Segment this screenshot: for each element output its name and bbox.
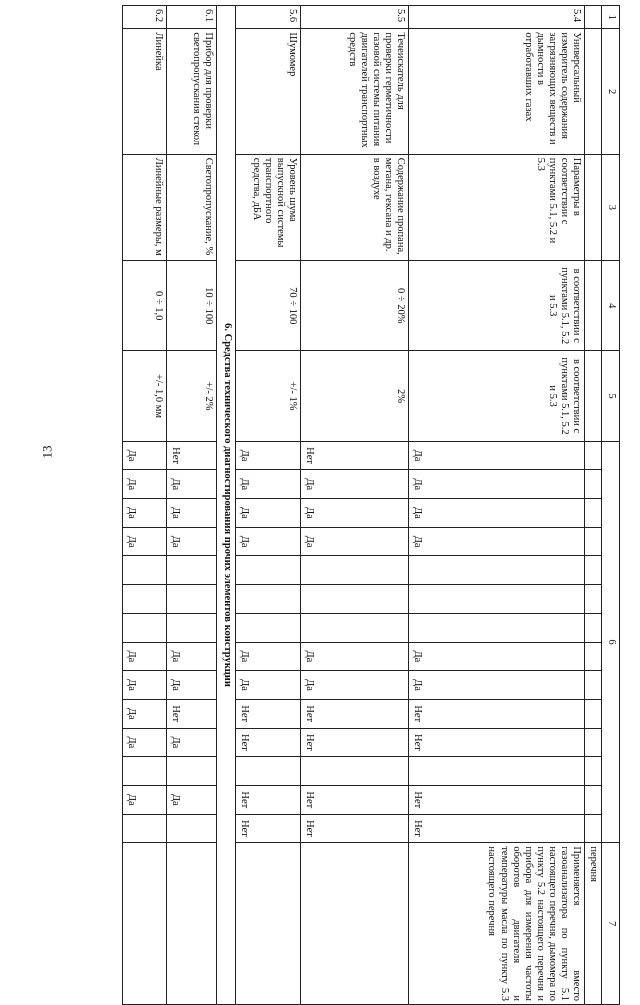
measurement-error: в соответствии с пунктами 5.1, 5.2 и 5.3	[408, 351, 584, 441]
vehicle-category-flag: Нет	[235, 785, 300, 814]
vehicle-category-flag	[408, 556, 584, 585]
table-row	[300, 6, 408, 1005]
vehicle-category-flag: Да	[408, 527, 584, 556]
row-number: 6.1	[166, 6, 216, 29]
measured-parameter: Параметры в соответствии с пунктами 5.1, 5.2 и 5.3	[408, 154, 584, 260]
instrument-name: Прибор для проверки светопропускания стекол	[166, 29, 216, 154]
subheader-row	[584, 6, 601, 1005]
vehicle-category-flag	[300, 556, 408, 585]
vehicle-category-flag: Да	[300, 527, 408, 556]
vehicle-category-flag	[166, 814, 216, 843]
vehicle-category-flag: Нет	[300, 814, 408, 843]
header-cell: 4	[602, 261, 620, 351]
vehicle-category-flag: Да	[300, 499, 408, 528]
measurement-range: 0 ÷ 1,0	[122, 261, 166, 351]
table-row	[122, 6, 166, 1005]
vehicle-category-flag: Нет	[166, 699, 216, 728]
remark	[122, 843, 166, 1005]
vehicle-category-flag: Да	[122, 699, 166, 728]
vehicle-category-flag: Да	[122, 470, 166, 499]
header-cell: 1	[602, 6, 620, 29]
measured-parameter: Светопропускание, %	[166, 154, 216, 260]
header-cell: 2	[602, 29, 620, 154]
vehicle-category-flag: Да	[408, 642, 584, 671]
row-number: 6.2	[122, 6, 166, 29]
measurement-error: +/- 2%	[166, 351, 216, 441]
measured-parameter: Линейные размеры, м	[122, 154, 166, 260]
vehicle-category-flag: Да	[122, 642, 166, 671]
measured-parameter: Уровень шума выпускной системы транспортного средства, дБА	[235, 154, 300, 260]
header-cell: 6	[602, 441, 620, 843]
vehicle-category-flag	[122, 556, 166, 585]
remark	[300, 843, 408, 1005]
vehicle-category-flag	[166, 613, 216, 642]
header-row	[602, 6, 620, 1005]
measured-parameter: Содержание пропана, метана, гексана и др. в воздухе	[300, 154, 408, 260]
vehicle-category-flag: Да	[235, 527, 300, 556]
vehicle-category-flag: Да	[122, 785, 166, 814]
vehicle-category-flag	[122, 613, 166, 642]
vehicle-category-flag	[235, 757, 300, 786]
vehicle-category-flag	[300, 613, 408, 642]
remark	[235, 843, 300, 1005]
row-number: 5.6	[235, 6, 300, 29]
vehicle-category-flag	[300, 757, 408, 786]
vehicle-category-flag	[408, 757, 584, 786]
vehicle-category-flag: Нет	[408, 814, 584, 843]
vehicle-category-flag: Да	[166, 470, 216, 499]
vehicle-category-flag: Да	[122, 728, 166, 757]
page-number: 13	[39, 445, 55, 459]
vehicle-category-flag: Да	[235, 671, 300, 700]
row-number: 5.4	[408, 6, 584, 29]
table-row	[408, 6, 584, 1005]
instrument-name: Универсальный измеритель содержания загрязняющих веществ и дымности в отработавших газах	[408, 29, 584, 154]
rotated-page-content	[47, 5, 620, 1005]
measurement-error: 2%	[300, 351, 408, 441]
vehicle-category-flag: Да	[166, 785, 216, 814]
vehicle-category-flag: Да	[122, 441, 166, 470]
instrument-name: Линейка	[122, 29, 166, 154]
header-cell: 7	[602, 843, 620, 1005]
vehicle-category-flag	[408, 613, 584, 642]
row-number: 5.5	[300, 6, 408, 29]
measurement-range: 0 ÷ 20%	[300, 261, 408, 351]
remark	[166, 843, 216, 1005]
vehicle-category-flag: Да	[300, 671, 408, 700]
vehicle-category-flag	[300, 585, 408, 614]
vehicle-category-flag	[166, 757, 216, 786]
header-cell: 3	[602, 154, 620, 260]
vehicle-category-flag: Нет	[235, 699, 300, 728]
vehicle-category-flag: Да	[235, 441, 300, 470]
vehicle-category-flag: Нет	[235, 814, 300, 843]
vehicle-category-flag	[408, 585, 584, 614]
equipment-table	[122, 5, 620, 1005]
vehicle-category-flag: Да	[166, 499, 216, 528]
vehicle-category-flag: Да	[235, 470, 300, 499]
instrument-name: Течеискатель для проверки герметичности газовой системы питания двигателей транспортных средств	[300, 29, 408, 154]
vehicle-category-flag: Нет	[408, 699, 584, 728]
vehicle-category-flag: Нет	[408, 785, 584, 814]
vehicle-category-flag: Да	[122, 499, 166, 528]
vehicle-category-flag: Да	[235, 642, 300, 671]
table-row	[235, 6, 300, 1005]
vehicle-category-flag: Да	[122, 527, 166, 556]
vehicle-category-flag: Да	[166, 527, 216, 556]
vehicle-category-flag: Нет	[300, 441, 408, 470]
measurement-error: +/- 1%	[235, 351, 300, 441]
vehicle-category-flag	[122, 585, 166, 614]
vehicle-category-flag	[166, 585, 216, 614]
measurement-range: 70 ÷ 100	[235, 261, 300, 351]
vehicle-category-flag: Да	[166, 642, 216, 671]
vehicle-category-flag: Нет	[300, 728, 408, 757]
vehicle-category-flag: Да	[300, 642, 408, 671]
vehicle-category-flag: Да	[408, 499, 584, 528]
vehicle-category-flag: Нет	[408, 728, 584, 757]
section-title: 6. Средства технического диагностирования прочих элементов конструкции	[216, 6, 235, 1005]
vehicle-category-flag	[235, 585, 300, 614]
measurement-error: +/- 1,0 мм	[122, 351, 166, 441]
vehicle-category-flag: Да	[408, 671, 584, 700]
vehicle-category-flag: Да	[408, 470, 584, 499]
vehicle-category-flag	[122, 757, 166, 786]
vehicle-category-flag: Да	[166, 728, 216, 757]
vehicle-category-flag	[166, 556, 216, 585]
vehicle-category-flag: Да	[235, 499, 300, 528]
vehicle-category-flag: Нет	[300, 699, 408, 728]
measurement-range: 10 ÷ 100	[166, 261, 216, 351]
vehicle-category-flag: Нет	[235, 728, 300, 757]
measurement-range: в соответствии с пунктами 5.1, 5.2 и 5.3	[408, 261, 584, 351]
vehicle-category-flag: Нет	[166, 441, 216, 470]
instrument-name: Шумомер	[235, 29, 300, 154]
vehicle-category-flag: Да	[122, 671, 166, 700]
vehicle-category-flag: Да	[408, 441, 584, 470]
table-body-section-6	[122, 6, 216, 1005]
vehicle-category-flag	[122, 814, 166, 843]
table-body-section-5	[235, 6, 584, 1005]
carry-over-note: перечня	[584, 843, 601, 1005]
vehicle-category-flag: Да	[166, 671, 216, 700]
vehicle-category-flag: Нет	[300, 785, 408, 814]
vehicle-category-flag	[235, 556, 300, 585]
vehicle-category-flag: Да	[300, 470, 408, 499]
header-cell: 5	[602, 351, 620, 441]
section-row	[216, 6, 235, 1005]
vehicle-category-flag	[235, 613, 300, 642]
remark: Применяется вместо газоанализатора по пункту 5.1 настоящего перечня, дымомера по пункту 5.2 настоящего перечня и прибора для измерения частоты оборотов двигателя и температуры масла по пункту 5.3 настоящего перечня	[408, 843, 584, 1005]
table-row	[166, 6, 216, 1005]
